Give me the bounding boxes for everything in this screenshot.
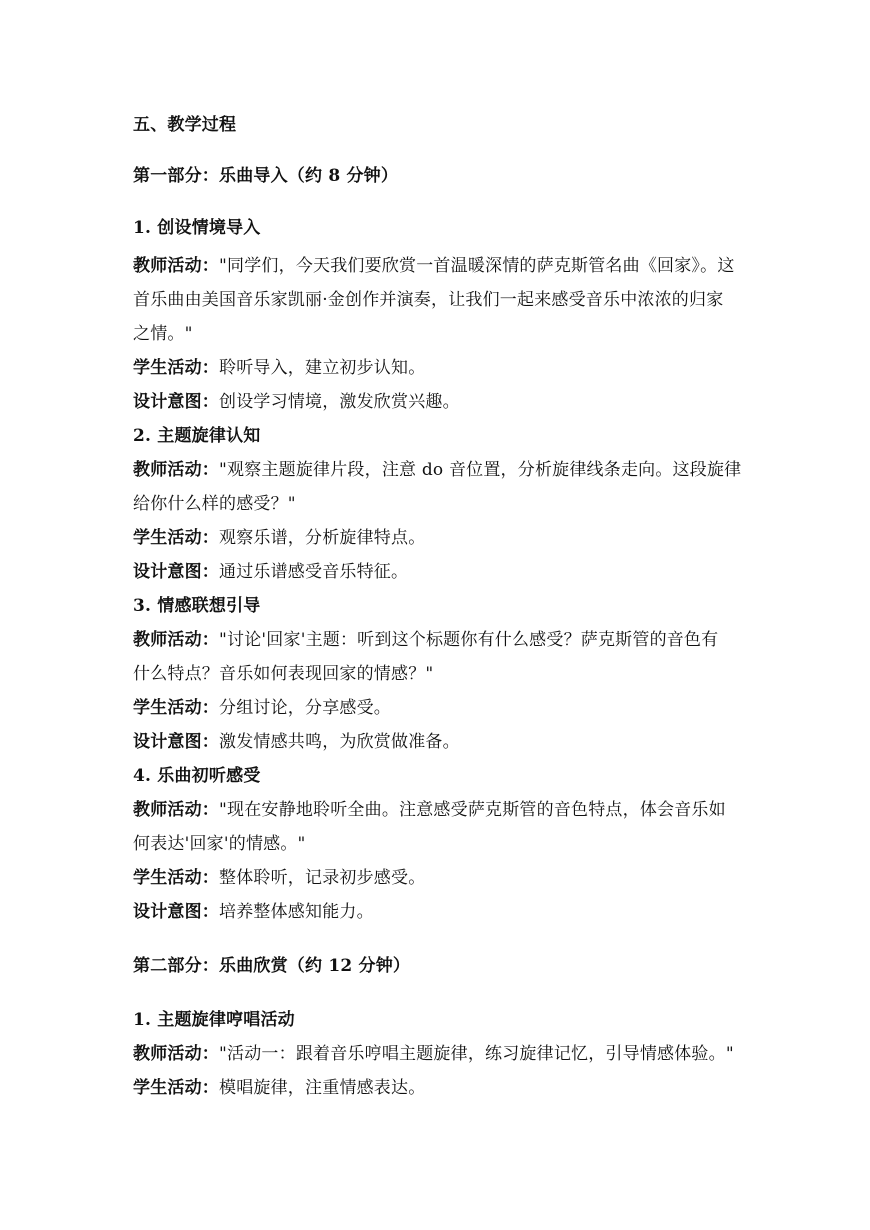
design-intent-line	[133, 732, 743, 752]
design-text: 通过乐谱感受音乐特征。	[219, 562, 409, 582]
teacher-label: 教师活动：	[133, 630, 219, 650]
teacher-text-continued: 何表达'回家'的情感。"	[133, 834, 306, 854]
item-heading: 1. 主题旋律哼唱活动	[133, 1010, 295, 1030]
teacher-text-continued: 之情。"	[133, 324, 193, 344]
design-text: 培养整体感知能力。	[219, 902, 374, 922]
teacher-activity-line	[133, 460, 743, 480]
student-text: 模唱旋律，注重情感表达。	[219, 1078, 426, 1098]
teacher-label: 教师活动：	[133, 460, 219, 480]
student-text: 聆听导入，建立初步认知。	[219, 358, 426, 378]
design-intent-line	[133, 562, 743, 582]
teacher-text-continued: 首乐曲由美国音乐家凯丽·金创作并演奏，让我们一起来感受音乐中浓浓的归家	[133, 290, 724, 310]
section-title: 五、教学过程	[133, 115, 237, 135]
teacher-text: "现在安静地聆听全曲。注意感受萨克斯管的音色特点，体会音乐如	[219, 800, 726, 820]
teacher-activity-line	[133, 630, 743, 650]
teacher-label: 教师活动：	[133, 800, 219, 820]
design-text: 创设学习情境，激发欣赏兴趣。	[219, 392, 460, 412]
teacher-label: 教师活动：	[133, 256, 219, 276]
student-text: 观察乐谱，分析旋律特点。	[219, 528, 426, 548]
teacher-activity-line	[133, 256, 743, 276]
item-heading: 3. 情感联想引导	[133, 596, 261, 616]
student-activity-line	[133, 358, 743, 378]
student-activity-line	[133, 1078, 743, 1098]
student-label: 学生活动：	[133, 698, 219, 718]
teacher-text-continued: 给你什么样的感受？"	[133, 494, 296, 514]
teacher-text-continued: 什么特点？音乐如何表现回家的情感？"	[133, 664, 434, 684]
teacher-text: "活动一：跟着音乐哼唱主题旋律，练习旋律记忆，引导情感体验。"	[219, 1044, 734, 1064]
item-heading: 4. 乐曲初听感受	[133, 766, 261, 786]
design-text: 激发情感共鸣，为欣赏做准备。	[219, 732, 460, 752]
teacher-text: "观察主题旋律片段，注意 do 音位置，分析旋律线条走向。这段旋律	[219, 460, 742, 480]
part1-title: 第一部分：乐曲导入（约 8 分钟）	[133, 166, 399, 186]
item-heading: 2. 主题旋律认知	[133, 426, 261, 446]
design-label: 设计意图：	[133, 732, 219, 752]
student-activity-line	[133, 868, 743, 888]
design-label: 设计意图：	[133, 392, 219, 412]
student-activity-line	[133, 698, 743, 718]
teacher-label: 教师活动：	[133, 1044, 219, 1064]
design-label: 设计意图：	[133, 902, 219, 922]
teacher-activity-line	[133, 800, 743, 820]
item-heading: 1. 创设情境导入	[133, 218, 261, 238]
student-label: 学生活动：	[133, 528, 219, 548]
teacher-activity-line	[133, 1044, 743, 1064]
student-activity-line	[133, 528, 743, 548]
student-text: 整体聆听，记录初步感受。	[219, 868, 426, 888]
design-intent-line	[133, 902, 743, 922]
student-label: 学生活动：	[133, 358, 219, 378]
design-label: 设计意图：	[133, 562, 219, 582]
teacher-text: "讨论'回家'主题：听到这个标题你有什么感受？萨克斯管的音色有	[219, 630, 719, 650]
design-intent-line	[133, 392, 743, 412]
student-text: 分组讨论，分享感受。	[219, 698, 391, 718]
student-label: 学生活动：	[133, 1078, 219, 1098]
teacher-text: "同学们，今天我们要欣赏一首温暖深情的萨克斯管名曲《回家》。这	[219, 256, 735, 276]
part2-title: 第二部分：乐曲欣赏（约 12 分钟）	[133, 956, 411, 976]
student-label: 学生活动：	[133, 868, 219, 888]
